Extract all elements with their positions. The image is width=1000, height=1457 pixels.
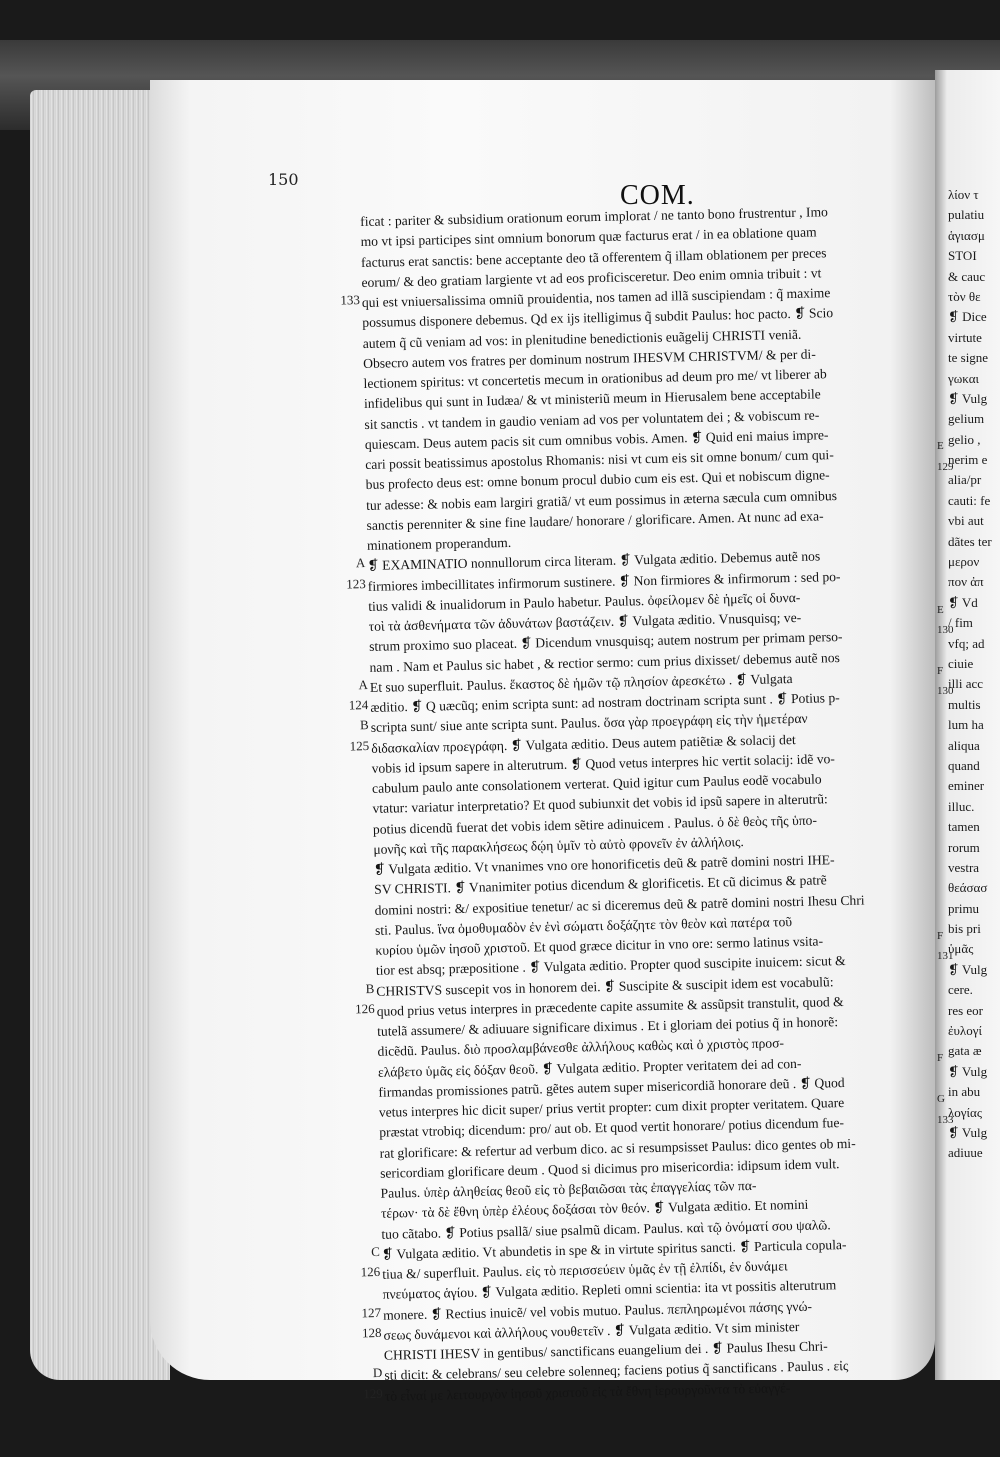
facing-text-line: / fim: [948, 615, 973, 631]
facing-text-line: gata æ: [948, 1043, 982, 1059]
facing-text-line: gelium: [948, 411, 985, 427]
text-line: κυρίου ὑμῶν ἰησοῦ χριστοῦ. Et quod græce dicitur in vno ore: sermo latinus vsita-: [375, 933, 824, 958]
facing-text-line: illuc.: [948, 798, 975, 814]
facing-margin-note: G: [937, 1093, 945, 1106]
text-line: tius validi & inualidorum in Paulo habetur. Paulus. ὀφείλομεν δὲ ἡμεῖς οἱ δυνα-: [368, 589, 801, 614]
facing-text-line: primu: [948, 900, 980, 916]
margin-note: A: [355, 555, 366, 571]
text-line: sericordiam glorificare deum . Quod si dicimus pro misericordia: idipsum idem vult.: [379, 1155, 840, 1181]
text-line: σεως δυνάμενοι καὶ ἀλλήλους νουθετεῖν . ❡ Vulgata æditio. Vt sim minister: [383, 1318, 800, 1343]
text-line: scripta sunt/ siue ante scripta sunt. Paulus. ὅσα γὰρ προεγράφη εἰς τὴν ἡμετέραν: [370, 710, 808, 736]
facing-text-line: ❡ Vulg: [948, 390, 988, 406]
text-line: CHRISTI IHESV in gentibus/ sanctificans euangelium dei . ❡ Paulus Ihesu Chri-: [383, 1338, 828, 1363]
facing-text-line: λογίας: [948, 1104, 983, 1120]
running-head: COM.: [620, 180, 695, 211]
facing-text-line: cere.: [948, 982, 973, 998]
facing-text-line: res eor: [948, 1002, 984, 1018]
text-line: tiua &/ superfluit. Paulus. εἰς τὸ περισσεύειν ὑμᾶς ἐν τῇ ἐλπίδι, ἐν δυνάμει: [382, 1258, 788, 1282]
text-line: sanctis perenniter & sine fine laudare/ honorare / glorificare. Amen. At nunc ad exa-: [366, 508, 824, 533]
text-line: firmiores imbecillitates infirmorum sustinere. ❡ Non firmiores & infirmorum : sed po-: [367, 568, 841, 594]
text-line: strum proximo suo placeat. ❡ Dicendum vnusquisq; autem nostrum per primam perso-: [368, 629, 843, 655]
text-line: autem q̃ cũ veniam ad vos: in plenitudine benedictionis euãgelij CHRISTI veniã.: [362, 326, 802, 351]
facing-margin-note: F: [937, 664, 944, 677]
facing-text-line: vbi aut: [948, 513, 984, 529]
text-line: præstat vtrobiq; dicendum: pro/ aut ob. Et quod vertit honorare/ potius dicendum fue-: [379, 1115, 845, 1141]
text-line: infidelibus qui sunt in Iudæa/ & vt ministeriũ meum in Hierusalem bene acceptabile: [363, 386, 821, 412]
facing-margin-note: 130: [937, 685, 954, 698]
text-line: bus profecto deus est: omne bonum procul dubio cum eis est. Qui et nobiscum digne-: [365, 467, 830, 493]
facing-text-line: ❡ Vd: [948, 594, 978, 610]
text-line: SV CHRISTI. ❡ Vnanimiter potius dicendum & glorificetis. Et cũ dicimus & patrẽ: [374, 872, 827, 898]
text-line: tutelã assumere/ & adiuuare significare diximus . Et i gloriam dei potius q̃ in honorẽ:: [377, 1014, 839, 1039]
facing-text-line: STOI: [948, 248, 977, 264]
facing-text-line: multis: [948, 696, 981, 712]
margin-note: 126: [360, 1263, 381, 1280]
facing-margin-note: F: [937, 930, 944, 942]
text-line: dicẽdũ. Paulus. διὸ προσλαμβάνεσθε ἀλλήλους καθὼς καὶ ὁ χριστὸς προσ-: [377, 1035, 785, 1060]
facing-text-line: & cauc: [948, 268, 986, 284]
text-line: sti. Paulus. ἵνα ὁμοθυμαδὸν ἐν ἑνὶ σώματι δοξάζητε τὸν θεὸν καὶ πατέρα τοῦ: [374, 913, 793, 938]
margin-note: 128: [361, 1324, 382, 1341]
facing-text-line: adiuue: [948, 1145, 983, 1161]
facing-margin-note: E: [937, 603, 944, 616]
margin-note: B: [359, 717, 369, 733]
text-line: CHRISTVS suscepit vos in honorem dei. ❡ Suscipite & suscipit idem est vocabulũ:: [376, 973, 834, 999]
folio-number: 150: [268, 170, 299, 189]
text-line: μονῆς καὶ τῆς παρακλήσεως δῴη ὑμῖν τὸ αὐτὸ φρονεῖν ἐν ἀλλήλοις.: [373, 833, 744, 857]
facing-text-line: gelio ,: [948, 431, 981, 447]
facing-margin-note: 130: [937, 624, 954, 636]
facing-text-line: ❡ Vulg: [948, 1063, 988, 1079]
text-line: τοὶ τὰ ἀσθενήματα τῶν ἀδυνάτων βαστάζειν. ❡ Vulgata æditio. Vnusquisq; ve-: [368, 609, 802, 634]
text-line: διδασκαλίαν προεγράφη. ❡ Vulgata æditio. Deus autem patiẽtiæ & solacij det: [371, 731, 796, 756]
text-line: firmandas promissiones patrũ. gẽtes autem super misericordiã honorare deũ . ❡ Quod: [378, 1074, 845, 1100]
facing-text-line: ❡ Vulg: [948, 1124, 988, 1140]
facing-text-line: ❡ Vulg: [948, 961, 988, 977]
facing-text-line: alia/pr: [948, 472, 982, 488]
text-line: Obsecro autem vos fratres per dominum nostrum IHESVM CHRISTVM/ & per di-: [363, 346, 816, 371]
facing-text-line: quand: [948, 757, 980, 773]
margin-note: 125: [349, 737, 370, 753]
facing-margin-note: F: [937, 1052, 944, 1065]
facing-text-line: virtute: [948, 329, 982, 345]
facing-text-line: tamen: [948, 819, 980, 835]
text-line: nam . Nam et Paulus sic habet , & rectior sermo: cum prius dixisset/ debemus autẽ nos: [369, 649, 840, 675]
facing-text-line: dãtes ter: [948, 533, 992, 549]
facing-text-line: rorum: [948, 839, 980, 855]
margin-note: B: [365, 980, 375, 996]
text-line: eorum/ & deo gratiam largiente vt ad eos proficisceretur. Deo enim omnia tribuit : vt: [361, 265, 822, 290]
text-line: possumus disponere debemus. Qd ex ijs itelligimus q̃ subdit Paulus: hoc pacto. ❡ Scio: [362, 305, 834, 331]
margin-note: 133: [340, 292, 361, 308]
text-line: ❡ EXAMINATIO nonnullorum circa literam. ❡ Vulgata æditio. Debemus autẽ nos: [367, 548, 821, 574]
margin-note: 124: [348, 697, 369, 713]
facing-text-line: λίον τ: [948, 187, 979, 202]
text-line: πνεύματος ἁγίου. ❡ Vulgata æditio. Repleti omni scientia: ita vt possitis alterutrum: [382, 1277, 837, 1303]
text-line: cabulum paulo ante consolationem verterat. Quid igitur cum Paulus eodẽ vocabulo: [371, 771, 822, 796]
text-line: ❡ Vulgata æditio. Vt vnanimes vno ore honorificetis deũ & patrẽ domini nostri IHE-: [373, 852, 835, 877]
facing-text-line: illi acc: [948, 676, 984, 692]
text-line: sti dicit: & celebrans/ seu celebre solenneq; faciens potius q̃ sanctificans . Paulus . εἰς: [384, 1358, 849, 1383]
margin-note: A: [358, 676, 369, 693]
facing-text-line: lum ha: [948, 717, 984, 733]
text-line: rat glorificare: & refertur ad verbum dico. ac si resumpsisset Paulus: dico gentes ob mi-: [379, 1135, 856, 1161]
text-line: Et suo superfluit. Paulus. ἕκαστος δὲ ἡμῶν τῷ πλησίον ἀρεσκέτω . ❡ Vulgata: [369, 670, 793, 695]
text-line: monere. ❡ Rectius inuicẽ/ vel vobis mutuo. Paulus. πεπληρωμένοι πάσης γνώ-: [382, 1298, 813, 1323]
facing-text-line: vfq; ad: [948, 635, 985, 651]
text-line: vetus interpres hic dicit super/ prius vertit propter: cum dixit propter veritatem. Quare: [378, 1095, 845, 1120]
text-line: tuo cãtabo. ❡ Potius psallã/ siue psalmũ dicam. Paulus. καὶ τῷ ὀνόματί σου ψαλῶ.: [381, 1216, 831, 1242]
text-line: vobis id ipsum sapere in alterutrum. ❡ Quod vetus interpres hic vertit solacij: idẽ vo-: [371, 750, 836, 776]
text-line: domini nostri: &/ expositiue tenetur/ ac si diceremus deũ & patrẽ domini nostri Ihesu Chri: [374, 892, 865, 918]
text-line: quiescam. Deus autem pacis sit cum omnibus vobis. Amen. ❡ Quid eni maius impre-: [364, 426, 829, 452]
text-line: tior est absq; præpositione . ❡ Vulgata æditio. Propter quod suscipite inuicem: sicut &: [375, 953, 846, 979]
text-line: mo vt ipsi participes sint omnium bonorum quæ facturus erat / in ea oblatione quam: [360, 224, 817, 250]
text-line: sit sanctis . vt tandem in gaudio veniam ad vos per voluntatem dei ; & vobiscum re-: [364, 406, 820, 432]
facing-text-line: μερον: [948, 554, 980, 570]
text-line: τὸ εἶναί με λειτουργὸν ἰησοῦ χριστοῦ εἰς τὰ ἔθνη ἱερουργοῦντα τὸ εὐαγγέ-: [384, 1379, 791, 1404]
page-block-edge: [30, 90, 170, 1380]
text-line: vtatur: variatur interpretatio? Et quod subiunxit det vobis id ipsũ sapere in alterutrũ:: [372, 791, 828, 817]
facing-text-line: ὑμᾶς: [948, 941, 974, 957]
facing-text-line: πον ἀπ: [948, 574, 984, 590]
facing-text-line: ἁγιασμ: [948, 227, 985, 243]
text-line: lectionem spiritus: vt concertetis mecum in orationibus ad deum pro me/ vt liberer ab: [363, 366, 827, 391]
facing-text-line: τὸν θε: [948, 288, 981, 304]
text-line: quod prius vetus interpres in præcedente capite assumite & assũpsit transtulit, quod &: [376, 993, 844, 1019]
facing-margin-note: 131: [937, 950, 954, 963]
facing-text-line: in abu: [948, 1084, 981, 1100]
text-line: tur adesse: & nobis eam largiri gratiã/ vt eum possimus in æterna sæcula cum omnibus: [365, 487, 838, 513]
facing-margin-note: E: [937, 440, 944, 453]
facing-text-line: pulatiu: [948, 207, 985, 223]
margin-note: 129: [363, 1385, 383, 1401]
text-line: ελάβετο ὑμᾶς εἰς δόξαν θεοῦ. ❡ Vulgata æditio. Propter veritatem dei ad con-: [377, 1055, 802, 1080]
margin-note: 126: [355, 1000, 375, 1017]
facing-text-line: ciuie: [948, 655, 974, 671]
facing-margin-note: 129: [937, 460, 954, 473]
text-line: qui est vniuersalissima omniũ prouidentia, nos tamen ad illã suscipiendam : q̃ maxime: [361, 285, 831, 310]
facing-text-line: ❡ Dice: [948, 309, 987, 325]
facing-margin-note: 133: [937, 1113, 954, 1126]
margin-note: 123: [346, 575, 366, 591]
text-line: ❡ Vulgata æditio. Vt abundetis in spe & in virtute spiritus sancti. ❡ Particula copula-: [381, 1236, 847, 1262]
margin-note: D: [372, 1365, 383, 1381]
facing-text-line: ἐυλογί: [948, 1023, 982, 1039]
facing-text-line: te signe: [948, 350, 989, 366]
facing-text-line: aliqua: [948, 737, 980, 753]
facing-text-line: cauti: fe: [948, 492, 991, 508]
text-line: τέρων· τὰ δὲ ἔθνη ὑπὲρ ἐλέους δοξάσαι τὸν θεόν. ❡ Vulgata æditio. Et nomini: [380, 1197, 809, 1222]
facing-text-line: vestra: [948, 859, 980, 875]
text-line: cari possit beatissimus apostolus Rhomanis: nisi vt cum eis sit omne bonum/ cum qui-: [365, 447, 834, 472]
margin-note: 127: [361, 1304, 382, 1320]
text-line: facturus erat sanctis: bene acceptante deo tã offerentem q̃ illam oblationem per preces: [360, 244, 827, 270]
main-text-block: [360, 200, 945, 1406]
facing-text-line: γωκαι: [948, 370, 980, 386]
text-line: æditio. ❡ Q uæcũq; enim scripta sunt: ad nostram doctrinam scripta sunt . ❡ Potius p-: [370, 690, 840, 715]
facing-text-line: nerim e: [948, 452, 988, 468]
facing-text-line: eminer: [948, 778, 985, 794]
facing-text-line: θεάσασ: [948, 880, 988, 896]
margin-note: C: [370, 1243, 380, 1259]
text-line: potius dicendũ fuerat det vobis idem sẽtire adinuicem . Paulus. ὁ δὲ θεὸς τῆς ὑπο-: [372, 812, 818, 837]
text-line: minationem properandum.: [366, 534, 512, 553]
text-line: ficat : pariter & subsidium orationum eorum implorat / ne tanto bono frustrentur , Imo: [360, 204, 829, 229]
facing-text-line: bis pri: [948, 921, 981, 937]
text-line: Paulus. ὑπὲρ ἀληθείας θεοῦ εἰς τὸ βεβαιῶσαι τὰς ἐπαγγελίας τῶν πα-: [380, 1177, 757, 1201]
facing-page-text: [948, 185, 1000, 1164]
